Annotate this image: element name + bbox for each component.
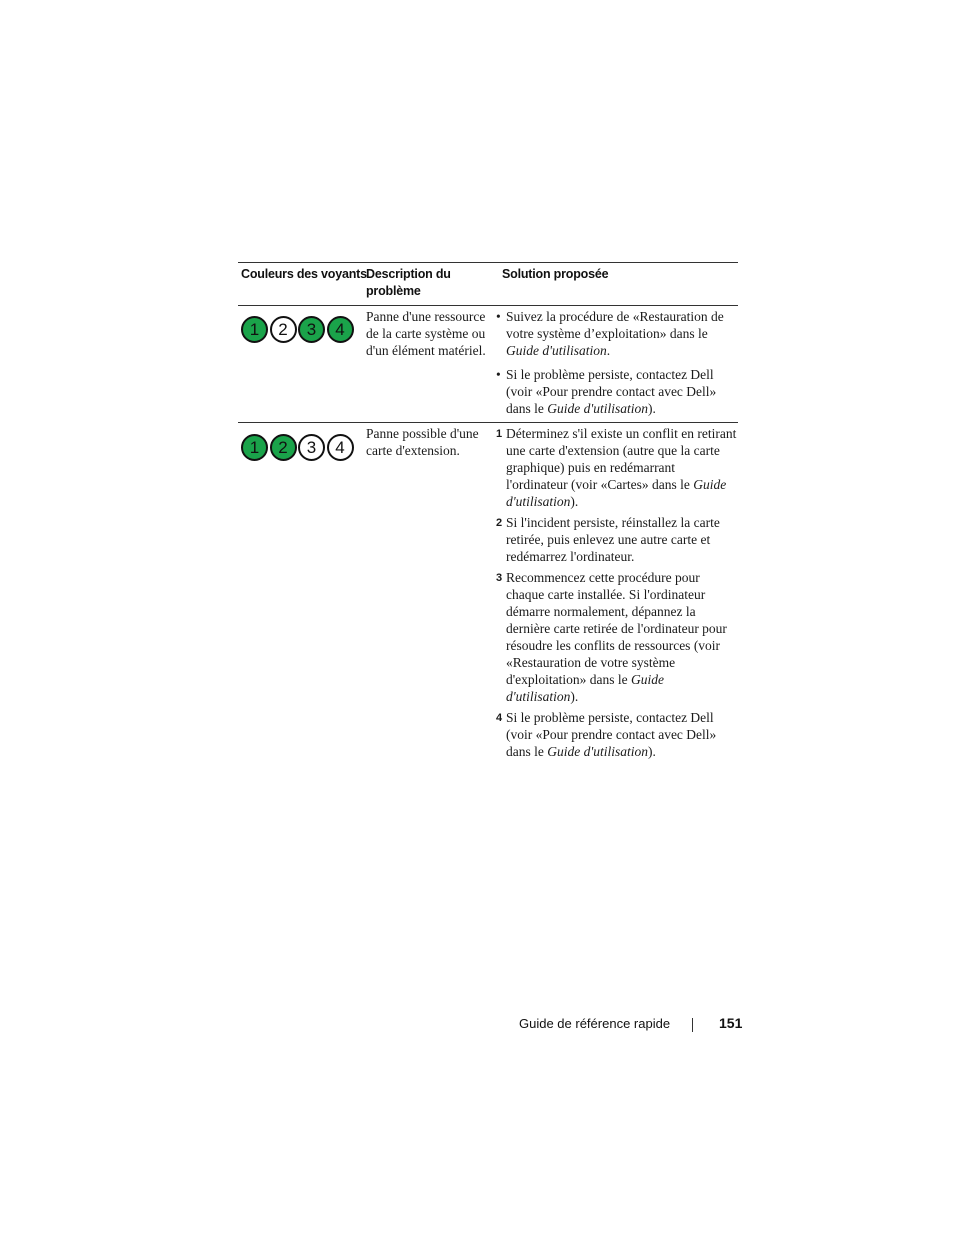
led-label: 4	[335, 320, 345, 339]
numbered-step	[496, 569, 738, 705]
led-1-icon	[241, 316, 268, 343]
led-label: 4	[335, 438, 345, 457]
solution-text: Suivez la procédure de «Restauration de votre système d’exploitation» dans le Guide d'utilisation.	[506, 309, 724, 358]
header-problem-description: Description du problème	[366, 267, 451, 298]
row1-description: Panne d'une ressource de la carte système ou d'un élément matériel.	[366, 309, 486, 358]
solution-text: Déterminez s'il existe un conflit en retirant une carte d'extension (autre que la carte graphique) puis en redémarrant l'ordinateur (voir «Cartes» dans le Guide d'utilisation).	[506, 426, 737, 509]
bullet-icon: •	[496, 367, 501, 382]
step-number: 2	[496, 517, 503, 529]
solution-text: Recommencez cette procédure pour chaque carte installée. Si l'ordinateur démarre normalement, dépannez la dernière carte retirée de l'ordinateur pour résoudre les conflits de ressources (voir «Restauration de votre système d'exploitation» dans le Guide d'utilisation).	[506, 570, 727, 704]
numbered-step	[496, 514, 738, 565]
row1-solution-list	[496, 308, 738, 417]
row2-solution-list	[496, 425, 738, 760]
header-proposed-solution: Solution proposée	[502, 267, 609, 281]
led-4-icon	[327, 434, 354, 461]
row2-led-indicators	[241, 434, 355, 461]
page-number: 151	[719, 1015, 743, 1031]
footer-separator	[692, 1018, 693, 1032]
solution-text: Si le problème persiste, contactez Dell (voir «Pour prendre contact avec Dell» dans le Guide d'utilisation).	[506, 710, 717, 759]
step-number: 1	[496, 428, 503, 440]
solution-text: Si le problème persiste, contactez Dell (voir «Pour prendre contact avec Dell» dans le Guide d'utilisation).	[506, 367, 717, 416]
footer-title: Guide de référence rapide	[519, 1016, 671, 1031]
led-label: 3	[306, 438, 317, 457]
led-4-icon	[327, 316, 354, 343]
led-3-icon	[298, 316, 325, 343]
header-bottom-rule	[238, 305, 738, 306]
header-light-colors: Couleurs des voyants	[241, 267, 367, 281]
row-divider-rule	[238, 422, 738, 423]
led-2-icon	[270, 434, 297, 461]
led-label: 1	[249, 438, 260, 457]
step-number: 4	[496, 712, 503, 724]
bullet-icon: •	[496, 309, 501, 324]
bullet-item	[496, 366, 738, 417]
led-label: 1	[249, 320, 260, 339]
table-top-rule	[238, 262, 738, 263]
solution-text: Si l'incident persiste, réinstallez la carte retirée, puis enlevez une autre carte et redémarrez l'ordinateur.	[506, 515, 720, 564]
step-number: 3	[496, 572, 503, 584]
led-1-icon	[241, 434, 268, 461]
led-2-icon	[270, 316, 297, 343]
led-label: 2	[278, 438, 288, 457]
row1-led-indicators	[241, 316, 355, 343]
led-label: 3	[306, 320, 317, 339]
numbered-step	[496, 709, 738, 760]
row2-description: Panne possible d'une carte d'extension.	[366, 426, 479, 458]
led-3-icon	[298, 434, 325, 461]
numbered-step	[496, 425, 738, 510]
led-label: 2	[278, 320, 288, 339]
bullet-item	[496, 308, 738, 359]
